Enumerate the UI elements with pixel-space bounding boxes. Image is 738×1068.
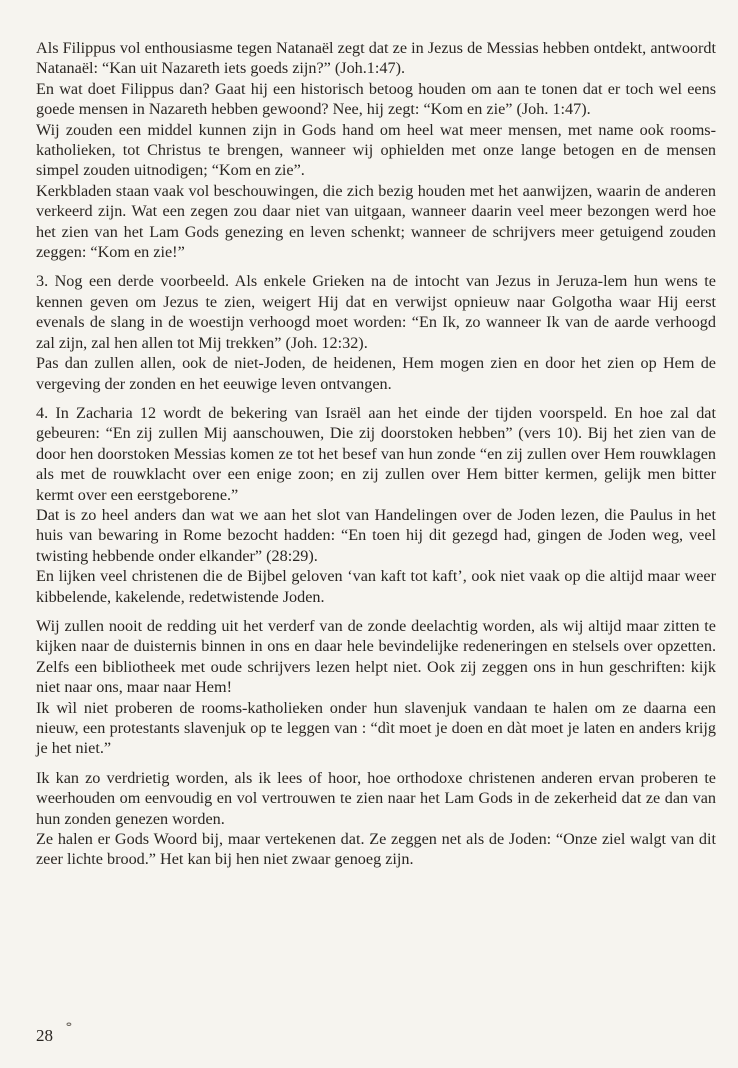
paragraph-gap bbox=[36, 262, 716, 271]
paragraph-1: Als Filippus vol enthousiasme tegen Natanaël zegt dat ze in Jezus de Messias hebben ontdekt, antwoordt Natanaël: “Kan uit Nazareth iets goeds zijn?” (Joh.1:47). bbox=[36, 39, 716, 78]
paragraph-11: Ik wìl niet proberen de rooms-katholieken onder hun slavenjuk vandaan te halen om ze daarna een nieuw, een protestants slavenjuk op te leggen van : “dìt moet je doen en dàt moet je laten en anders krijg je het niet.” bbox=[36, 698, 716, 758]
paragraph-gap bbox=[36, 394, 716, 403]
paragraph-gap bbox=[36, 607, 716, 616]
paragraph-7: 4. In Zacharia 12 wordt de bekering van Israël aan het einde der tijden voorspeld. En hoe zal dat gebeuren: “En zij zullen Mij aanschouwen, Die zij doorstoken hebben” (vers 10). Bij het zien van de door hen doorstoken Messias komen ze tot het besef van hun zonde “en zij zullen over Hem rouwklagen als met de rouwklacht over een enige zoon; en zij zullen over Hem bitter kermen, gelijk men bitter kermt over een eerstgeborene.” bbox=[36, 403, 716, 504]
body-text bbox=[36, 38, 716, 870]
paragraph-9: En lijken veel christenen die de Bijbel geloven ‘van kaft tot kaft’, ook niet vaak op die altijd maar weer kibbelende, kakelende, redetwistende Joden. bbox=[36, 567, 716, 606]
paragraph-6: Pas dan zullen allen, ook de niet-Joden, de heidenen, Hem mogen zien en door het zien op Hem de vergeving der zonden en het eeuwige leven ontvangen. bbox=[36, 354, 716, 393]
paragraph-13: Ze halen er Gods Woord bij, maar vertekenen dat. Ze zeggen net als de Joden: “Onze ziel walgt van dit zeer lichte brood.” Het kan bij hen niet zwaar genoeg zijn. bbox=[36, 830, 716, 869]
paragraph-4: Kerkbladen staan vaak vol beschouwingen, die zich bezig houden met het aanwijzen, waarin de anderen verkeerd zijn. Wat een zegen zou daar niet van uitgaan, wanneer daarin veel meer bezongen werd hoe het zien van het Lam Gods genezing en leven schenkt; wanneer de schrijvers meer getuigend zouden zeggen: “Kom en zie!” bbox=[36, 181, 716, 262]
paragraph-3: Wij zouden een middel kunnen zijn in Gods hand om heel wat meer mensen, met name ook rooms-katholieken, tot Christus te brengen, wanneer wij ophielden met onze lange betogen en de mensen simpel zouden uitnodigen; “Kom en zie”. bbox=[36, 120, 716, 180]
page-number: 28 bbox=[36, 1026, 53, 1045]
paragraph-10: Wij zullen nooit de redding uit het verderf van de zonde deelachtig worden, als wij altijd maar zitten te kijken naar de duisternis binnen in ons en daar hele bevindelijke redeneringen en stelsels over opzetten. Zelfs een bibliotheek met oude schrijvers lezen helpt niet. Ook zij zeggen ons in hun geschriften: kijk niet naar ons, maar naar Hem! bbox=[36, 616, 716, 697]
print-speck: ⴰ bbox=[66, 1018, 72, 1028]
paragraph-2: En wat doet Filippus dan? Gaat hij een historisch betoog houden om aan te tonen dat er toch wel eens goede mensen in Nazareth hebben gewoond? Nee, hij zegt: “Kom en zie” (Joh. 1:47). bbox=[36, 79, 716, 119]
paragraph-gap bbox=[36, 759, 716, 768]
paragraph-8: Dat is zo heel anders dan wat we aan het slot van Handelingen over de Joden lezen, die Paulus in het huis van bewaring in Rome bezocht hadden: “En toen hij dit gezegd had, gingen de Joden weg, veel twisting hebbende onder elkander” (28:29). bbox=[36, 505, 716, 565]
paragraph-12: Ik kan zo verdrietig worden, als ik lees of hoor, hoe orthodoxe christenen anderen ervan proberen te weerhouden om eenvoudig en vol vertrouwen te zien naar het Lam Gods in de zekerheid dat ze dan van hun zonden genezen worden. bbox=[36, 768, 716, 828]
paragraph-5: 3. Nog een derde voorbeeld. Als enkele Grieken na de intocht van Jezus in Jeruza-lem hun wens te kennen geven om Jezus te zien, weigert Hij dat en verwijst opnieuw naar Golgotha waar Hij eerst evenals de slang in de woestijn verhoogd moet worden: “En Ik, zo wanneer Ik van de aarde verhoogd zal zijn, zal hen allen tot Mij trekken” (Joh. 12:32). bbox=[36, 272, 716, 352]
